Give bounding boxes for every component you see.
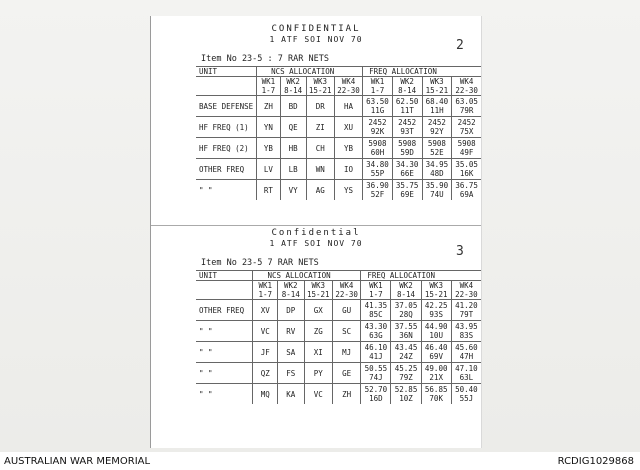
freq-value: 35.05 [455, 160, 478, 169]
table-row [196, 159, 481, 180]
week-cell [334, 77, 362, 96]
freq-cell [421, 384, 451, 405]
day-range: 8-14 [281, 290, 300, 299]
week-label: WK2 [284, 281, 298, 290]
bleed-through-page [500, 0, 640, 452]
ncs-cell: QE [280, 117, 306, 138]
week-cell [421, 281, 451, 300]
day-range: 15-21 [308, 86, 332, 95]
freq-cell [361, 384, 391, 405]
callsign: 11H [430, 106, 444, 115]
ncs-cell: VC [304, 384, 332, 405]
week-label: WK3 [430, 77, 444, 86]
ncs-cell: ZH [332, 384, 360, 405]
item-number: Item No 23-5 7 RAR NETS [201, 258, 319, 268]
table-row [196, 138, 481, 159]
page-mark: 3 [456, 244, 464, 259]
day-range: 15-21 [425, 86, 449, 95]
day-range: 1-7 [369, 290, 383, 299]
freq-value: 34.80 [366, 160, 389, 169]
freq-cell [422, 159, 452, 180]
ncs-cell: YB [257, 138, 281, 159]
item-number: Item No 23-5 : 7 RAR NETS [201, 54, 329, 64]
week-label: WK1 [369, 281, 383, 290]
ncs-cell: RV [278, 321, 305, 342]
freq-value: 37.05 [394, 301, 418, 310]
callsign: 52E [430, 148, 444, 157]
callsign: 10Z [399, 394, 413, 403]
blank-cell [196, 77, 257, 96]
week-cell [363, 77, 393, 96]
ncs-cell: HB [280, 138, 306, 159]
week-cell [306, 77, 334, 96]
week-label: WK1 [261, 77, 276, 86]
blank-cell [196, 281, 253, 300]
classification-heading: CONFIDENTIAL [271, 24, 361, 34]
callsign: 36N [399, 331, 413, 340]
page-divider [151, 225, 481, 226]
freq-value: 2452 [368, 118, 387, 127]
freq-cell [421, 363, 451, 384]
freq-cell [392, 117, 422, 138]
unit-cell: OTHER FREQ [196, 300, 253, 321]
freq-value: 5908 [427, 139, 446, 148]
freq-value: 47.10 [455, 364, 478, 373]
archive-credit: AUSTRALIAN WAR MEMORIAL [4, 456, 151, 467]
freq-cell [391, 342, 421, 363]
week-cell [304, 281, 332, 300]
ncs-cell: BD [280, 96, 306, 117]
ncs-cell: XU [334, 117, 362, 138]
callsign: 69A [459, 190, 474, 199]
soi-subtitle: 1 ATF SOI NOV 70 [269, 35, 363, 44]
freq-value: 2452 [427, 118, 446, 127]
table-row [196, 300, 481, 321]
ncs-cell: SA [278, 342, 305, 363]
freq-cell [391, 384, 421, 405]
week-cell [451, 281, 481, 300]
week-cell [361, 281, 391, 300]
callsign: 69E [400, 190, 414, 199]
week-label: WK2 [400, 77, 414, 86]
day-range: 15-21 [306, 290, 330, 299]
freq-value: 45.60 [455, 343, 478, 352]
ncs-cell: XV [253, 300, 278, 321]
page-mark: 2 [456, 38, 464, 53]
week-cell [332, 281, 360, 300]
table-row [196, 342, 481, 363]
unit-cell: " " [196, 363, 253, 384]
freq-cell [391, 300, 421, 321]
week-cell [280, 77, 306, 96]
freq-value: 45.25 [394, 364, 418, 373]
freq-cell [421, 321, 451, 342]
ncs-cell: ZI [306, 117, 334, 138]
week-cell [391, 281, 421, 300]
ncs-cell: QZ [253, 363, 278, 384]
freq-value: 41.35 [364, 301, 388, 310]
week-cell [392, 77, 422, 96]
unit-header: UNIT [196, 67, 257, 77]
callsign: 93S [429, 310, 443, 319]
ncs-cell: ZG [304, 321, 332, 342]
freq-value: 37.55 [394, 322, 418, 331]
callsign: 24Z [399, 352, 413, 361]
freq-value: 35.90 [425, 181, 449, 190]
callsign: 92Y [430, 127, 444, 136]
week-cell [278, 281, 305, 300]
table-row [196, 117, 481, 138]
ncs-cell: RT [257, 180, 281, 201]
callsign: 49F [459, 148, 474, 157]
freq-value: 50.40 [455, 385, 478, 394]
freq-value: 34.95 [425, 160, 449, 169]
freq-cell [361, 342, 391, 363]
freq-cell [392, 180, 422, 201]
callsign: 16D [369, 394, 383, 403]
freq-value: 63.50 [366, 97, 389, 106]
callsign: 59D [400, 148, 414, 157]
freq-cell [363, 117, 393, 138]
week-label: WK4 [459, 281, 474, 290]
freq-cell [422, 138, 452, 159]
freq-cell [422, 180, 452, 201]
day-range: 8-14 [398, 86, 417, 95]
callsign: 83S [459, 331, 474, 340]
ncs-cell: JF [253, 342, 278, 363]
week-label: WK3 [429, 281, 443, 290]
callsign: 55J [459, 394, 474, 403]
freq-value: 56.85 [424, 385, 448, 394]
week-label: WK4 [339, 281, 354, 290]
freq-cell [451, 321, 481, 342]
unit-cell: " " [196, 384, 253, 405]
freq-cell [392, 96, 422, 117]
week-label: WK1 [258, 281, 273, 290]
freq-cell [452, 96, 481, 117]
freq-cell [361, 363, 391, 384]
freq-cell [452, 159, 481, 180]
freq-cell [421, 300, 451, 321]
table-row [196, 363, 481, 384]
callsign: 55P [370, 169, 385, 178]
callsign: 63G [369, 331, 383, 340]
freq-cell [451, 342, 481, 363]
day-range: 22-30 [337, 86, 360, 95]
freq-value: 44.90 [424, 322, 448, 331]
freq-value: 2452 [398, 118, 417, 127]
callsign: 79T [459, 310, 474, 319]
document-page [150, 16, 481, 448]
ncs-cell: VC [253, 321, 278, 342]
ncs-cell: SC [332, 321, 360, 342]
day-range: 22-30 [335, 290, 358, 299]
day-range: 22-30 [455, 290, 478, 299]
table-row [196, 384, 481, 405]
ncs-cell: VY [280, 180, 306, 201]
callsign: 75X [459, 127, 474, 136]
day-range: 8-14 [284, 86, 303, 95]
callsign: 74U [430, 190, 444, 199]
week-cell [257, 77, 281, 96]
callsign: 10U [429, 331, 443, 340]
ncs-cell: YN [257, 117, 281, 138]
freq-value: 49.00 [424, 364, 448, 373]
freq-value: 35.75 [395, 181, 419, 190]
ncs-header: NCS ALLOCATION [253, 271, 361, 281]
freq-value: 50.55 [364, 364, 388, 373]
callsign: 70K [429, 394, 443, 403]
callsign: 41J [369, 352, 383, 361]
ncs-cell: FS [278, 363, 305, 384]
unit-cell: BASE DEFENSE [196, 96, 257, 117]
day-range: 1-7 [370, 86, 385, 95]
callsign: 92K [370, 127, 385, 136]
table-row [196, 321, 481, 342]
week-cell [452, 77, 481, 96]
ncs-cell: ZH [257, 96, 281, 117]
freq-cell [361, 300, 391, 321]
week-header-row [196, 77, 481, 96]
freq-cell [422, 96, 452, 117]
week-label: WK2 [399, 281, 413, 290]
freq-value: 52.70 [364, 385, 388, 394]
day-range: 8-14 [397, 290, 416, 299]
freq-cell [451, 363, 481, 384]
week-cell [422, 77, 452, 96]
ncs-cell: PY [304, 363, 332, 384]
callsign: 79Z [399, 373, 413, 382]
freq-cell [363, 159, 393, 180]
freq-value: 63.05 [455, 97, 478, 106]
callsign: 28Q [399, 310, 413, 319]
callsign: 21X [429, 373, 443, 382]
freq-value: 46.40 [424, 343, 448, 352]
day-range: 22-30 [455, 86, 478, 95]
freq-cell [452, 180, 481, 201]
freq-cell [391, 363, 421, 384]
freq-cell [422, 117, 452, 138]
ncs-cell: MQ [253, 384, 278, 405]
week-label: WK4 [459, 77, 474, 86]
freq-value: 5908 [457, 139, 476, 148]
freq-cell [451, 384, 481, 405]
freq-value: 41.20 [455, 301, 478, 310]
freq-value: 62.50 [395, 97, 419, 106]
callsign: 69V [429, 352, 443, 361]
unit-header: UNIT [196, 271, 253, 281]
freq-cell [391, 321, 421, 342]
ncs-header: NCS ALLOCATION [257, 67, 363, 77]
table-row [196, 96, 481, 117]
unit-cell: HF FREQ (1) [196, 117, 257, 138]
week-label: WK1 [370, 77, 385, 86]
ncs-cell: MJ [332, 342, 360, 363]
callsign: 48D [430, 169, 444, 178]
ncs-cell: YS [334, 180, 362, 201]
callsign: 66E [400, 169, 414, 178]
freq-value: 36.90 [366, 181, 389, 190]
freq-value: 52.85 [394, 385, 418, 394]
unit-cell: " " [196, 180, 257, 201]
freq-value: 36.75 [455, 181, 478, 190]
callsign: 74J [369, 373, 383, 382]
freq-value: 43.45 [394, 343, 418, 352]
freq-value: 2452 [457, 118, 476, 127]
ncs-cell: GE [332, 363, 360, 384]
freq-cell [452, 138, 481, 159]
day-range: 1-7 [261, 86, 276, 95]
freq-header: FREQ ALLOCATION [361, 271, 481, 281]
ncs-cell: DR [306, 96, 334, 117]
callsign: 60H [370, 148, 385, 157]
unit-cell: " " [196, 342, 253, 363]
freq-value: 43.95 [455, 322, 478, 331]
callsign: 93T [400, 127, 414, 136]
callsign: 52F [370, 190, 385, 199]
ncs-cell: IO [334, 159, 362, 180]
week-label: WK3 [311, 281, 326, 290]
ncs-cell: WN [306, 159, 334, 180]
week-label: WK3 [313, 77, 327, 86]
ncs-cell: GU [332, 300, 360, 321]
freq-value: 42.25 [424, 301, 448, 310]
ncs-cell: DP [278, 300, 305, 321]
freq-cell [392, 159, 422, 180]
week-header-row [196, 281, 481, 300]
callsign: 63L [459, 373, 474, 382]
ncs-cell: XI [304, 342, 332, 363]
day-range: 15-21 [424, 290, 448, 299]
ncs-cell: AG [306, 180, 334, 201]
callsign: 79R [459, 106, 474, 115]
freq-cell [361, 321, 391, 342]
ncs-cell: HA [334, 96, 362, 117]
freq-value: 34.30 [395, 160, 419, 169]
ncs-cell: GX [304, 300, 332, 321]
freq-value: 5908 [398, 139, 417, 148]
record-id: RCDIG1029868 [557, 456, 634, 467]
ncs-cell: LB [280, 159, 306, 180]
callsign: 85C [369, 310, 383, 319]
allocation-table [196, 270, 481, 404]
week-label: WK2 [286, 77, 300, 86]
freq-cell [452, 117, 481, 138]
unit-cell: OTHER FREQ [196, 159, 257, 180]
week-label: WK4 [341, 77, 356, 86]
freq-cell [363, 96, 393, 117]
freq-cell [451, 300, 481, 321]
freq-cell [363, 180, 393, 201]
freq-header: FREQ ALLOCATION [363, 67, 481, 77]
allocation-table [196, 66, 481, 200]
freq-cell [392, 138, 422, 159]
freq-value: 5908 [368, 139, 387, 148]
table-row [196, 180, 481, 201]
soi-subtitle: 1 ATF SOI NOV 70 [269, 239, 363, 248]
ncs-cell: YB [334, 138, 362, 159]
callsign: 11T [400, 106, 414, 115]
unit-cell: HF FREQ (2) [196, 138, 257, 159]
callsign: 11G [370, 106, 385, 115]
ncs-cell: LV [257, 159, 281, 180]
freq-cell [421, 342, 451, 363]
callsign: 16K [459, 169, 474, 178]
classification-heading: Confidential [271, 228, 361, 238]
ncs-cell: CH [306, 138, 334, 159]
week-cell [253, 281, 278, 300]
freq-value: 68.40 [425, 97, 449, 106]
freq-value: 46.10 [364, 343, 388, 352]
unit-cell: " " [196, 321, 253, 342]
freq-cell [363, 138, 393, 159]
day-range: 1-7 [258, 290, 273, 299]
callsign: 47H [459, 352, 474, 361]
ncs-cell: KA [278, 384, 305, 405]
freq-value: 43.30 [364, 322, 388, 331]
